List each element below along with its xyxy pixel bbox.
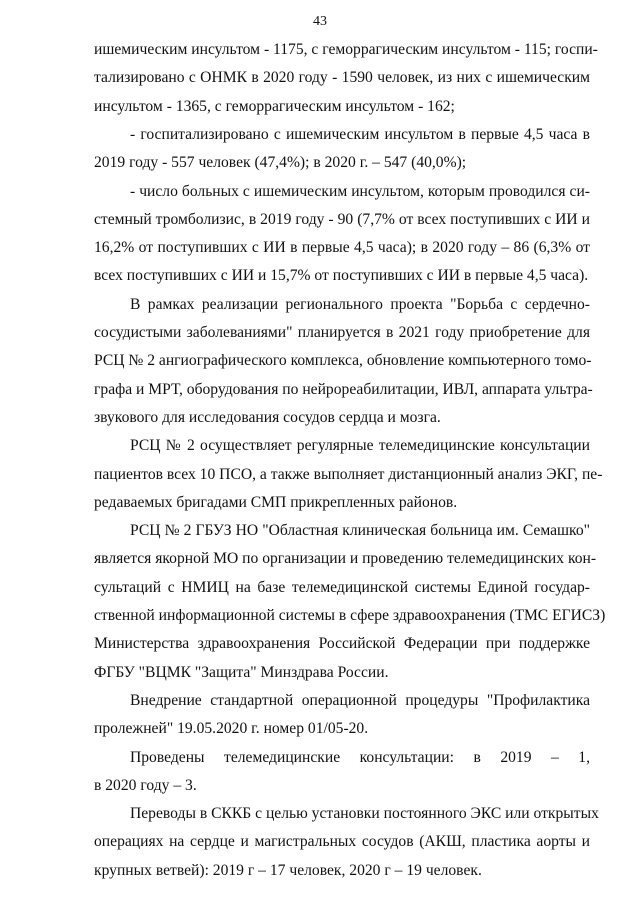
- text-line: в 2020 году – 3.: [94, 776, 197, 794]
- text-line: пролежней" 19.05.2020 г. номер 01/05-20.: [94, 720, 369, 738]
- text-line: Переводы в СККБ с целью установки постоянного ЭКС или открытых: [130, 805, 599, 823]
- text-line: РСЦ № 2 ГБУЗ НО "Областная клиническая больница им. Семашко": [130, 522, 590, 540]
- text-line: стемный тромболизис, в 2019 году - 90 (7,7% от всех поступивших с ИИ и: [94, 210, 590, 228]
- text-line: инсультом - 1365, с геморрагическим инсультом - 162;: [94, 97, 455, 115]
- text-line: сультаций с НМИЦ на базе телемедицинской системы Единой государ-: [94, 578, 590, 596]
- text-line: Министерства здравоохранения Российской Федерации при поддержке: [94, 635, 590, 653]
- text-line: звукового для исследования сосудов сердца и мозга.: [94, 408, 441, 426]
- text-line: Внедрение стандартной операционной процедуры "Профилактика: [130, 691, 590, 709]
- text-line: РСЦ № 2 ангиографического комплекса, обновление компьютерного томо-: [94, 352, 592, 370]
- text-line: ственной информационной системы в сфере здравоохранения (ТМС ЕГИСЗ): [94, 607, 606, 624]
- text-line: - число больных с ишемическим инсультом, которым проводился си-: [130, 182, 590, 200]
- text-line: 2019 году - 557 человек (47,4%); в 2020 г. – 547 (40,0%);: [94, 154, 467, 172]
- text-line: В рамках реализации регионального проекта "Борьба с сердечно-: [130, 295, 590, 313]
- text-line: пациентов всех 10 ПСО, а также выполняет дистанционный анализ ЭКГ, пе-: [94, 465, 603, 483]
- text-line: РСЦ № 2 осуществляет регулярные телемедицинские консультации: [130, 437, 590, 455]
- text-line: сосудистыми заболеваниями" планируется в 2021 году приобретение для: [94, 324, 590, 341]
- text-line: является якорной МО по организации и проведению телемедицинских кон-: [94, 550, 597, 568]
- text-line: - госпитализировано с ишемическим инсультом в первые 4,5 часа в: [130, 125, 590, 143]
- text-line: ишемическим инсультом - 1175, с геморрагическим инсультом - 115; госпи-: [94, 41, 598, 58]
- text-line: крупных ветвей): 2019 г – 17 человек, 2020 г – 19 человек.: [94, 861, 482, 879]
- text-line: 16,2% от поступивших с ИИ в первые 4,5 часа); в 2020 году – 86 (6,3% от: [94, 239, 590, 257]
- text-line: операциях на сердце и магистральных сосудов (АКШ, пластика аорты и: [94, 833, 590, 851]
- text-line: тализировано с ОНМК в 2020 году - 1590 человек, из них с ишемическим: [94, 69, 590, 87]
- page-number: 43: [313, 14, 327, 29]
- text-line: графа и МРТ, оборудования по нейрореабилитации, ИВЛ, аппарата ультра-: [94, 380, 593, 398]
- text-line: всех поступивших с ИИ и 15,7% от поступивших с ИИ в первые 4,5 часа).: [94, 267, 589, 285]
- text-line: Проведены телемедицинские консультации: в 2019 – 1,: [130, 748, 590, 766]
- text-line: ФГБУ "ВЦМК "Защита" Минздрава России.: [94, 663, 389, 681]
- text-line: редаваемых бригадами СМП прикрепленных районов.: [94, 493, 458, 511]
